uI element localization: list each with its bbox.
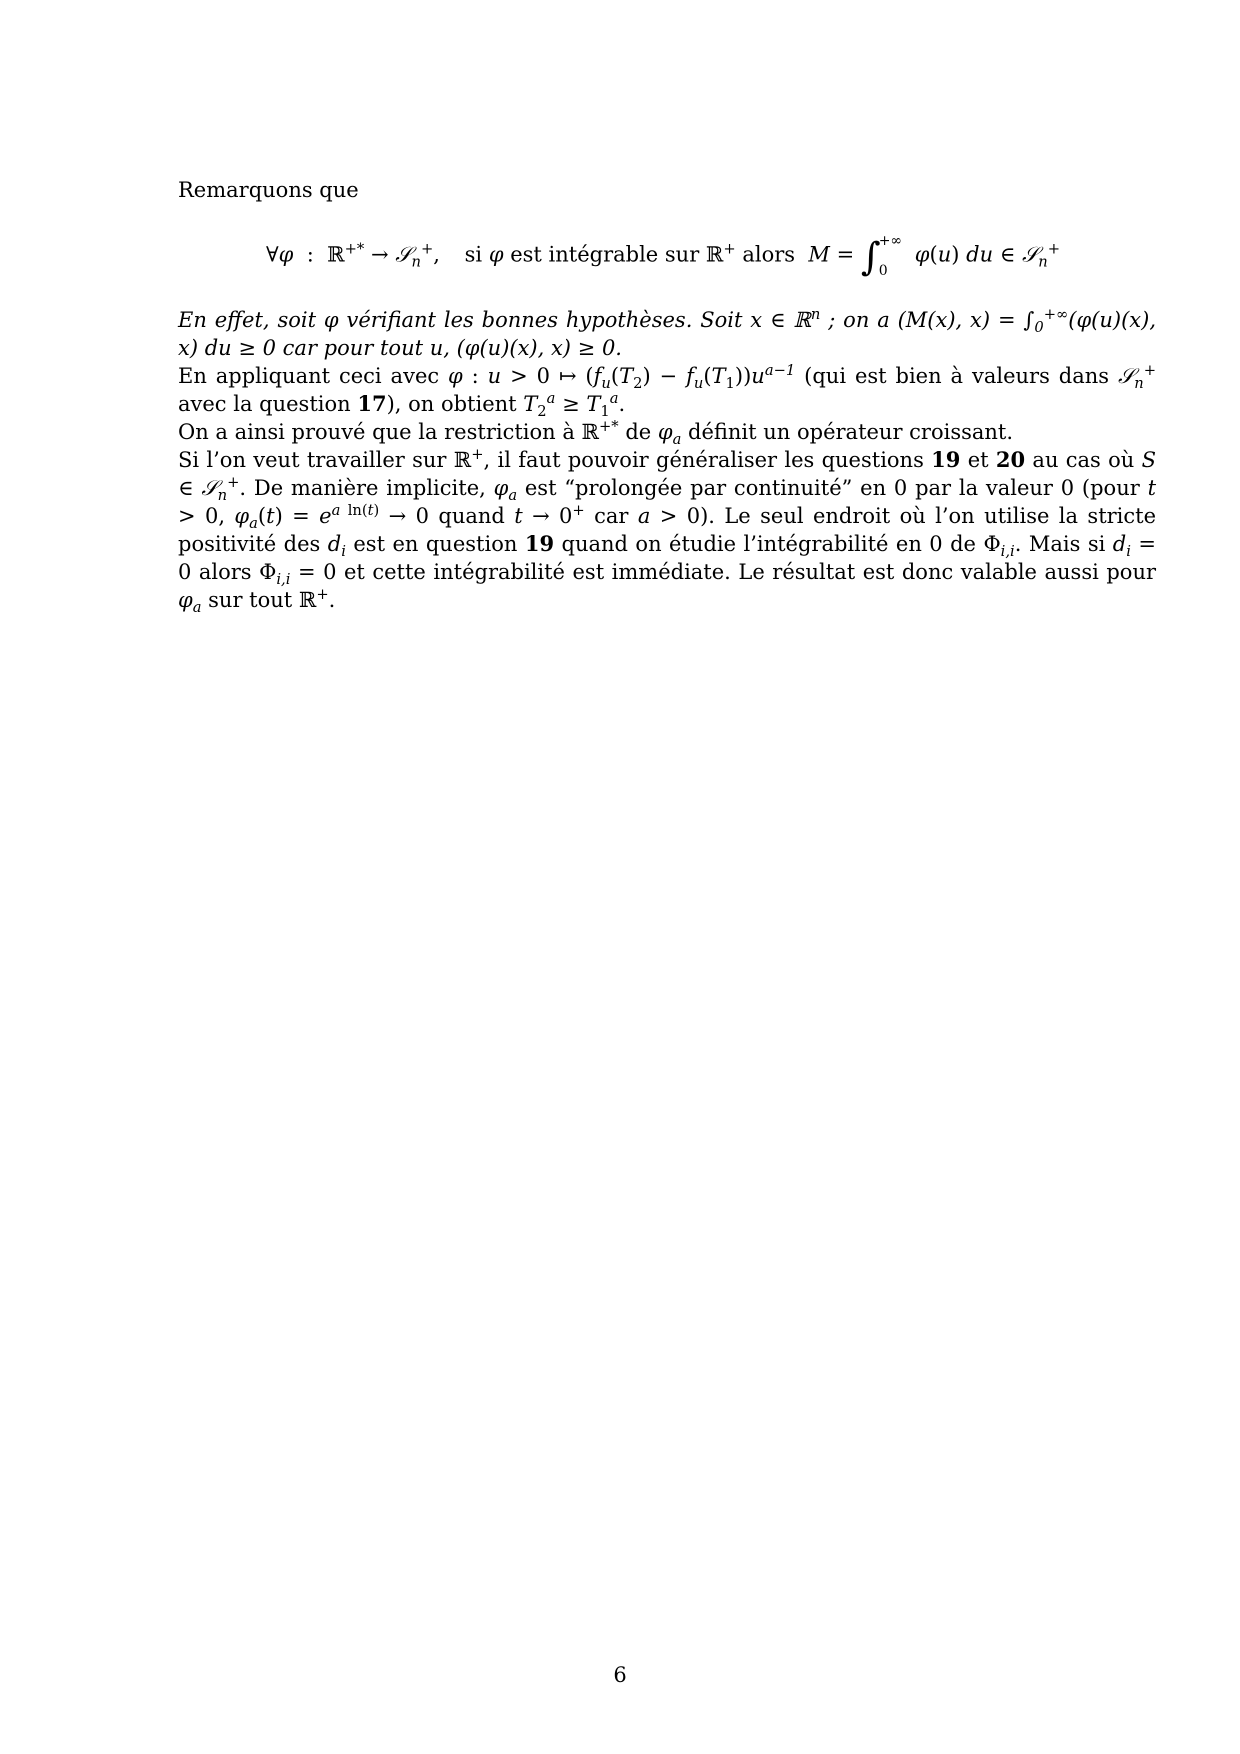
apply-paragraph: En appliquant ceci avec φ : u > 0 ↦ $(f_u(T_2) - f_u(T_1))u^{a-1}$ (qui est bien à valeurs dans 𝒮$_n$+ avec la question 17), on obtient $T_2^a \ge T_1^a$. <box>178 362 1156 421</box>
conclusion-paragraph: On a ainsi prouvé que la restriction à ℝ+* de $\varphi_a$ définit un opérateur croissant. <box>178 418 1014 449</box>
proof-paragraph: En effet, soit φ vérifiant les bonnes hypothèses. Soit x ∈ ℝ$^n$ ; on a (M(x), $x) = \int_0^{+\infty}(\varphi(u)(x)$, x) du ≥ 0 car pour tout u, (φ(u)(x), x) ≥ 0. <box>178 306 1156 360</box>
page-number: 6 <box>613 1663 627 1687</box>
display-equation: ∀φ : ℝ+* → 𝒮$_n$+, si φ est intégrable sur ℝ+ alors M = ∫ +∞ 0 φ(u) du ∈ 𝒮$_n$+ <box>266 233 1061 279</box>
extension-paragraph: Si l’on veut travailler sur ℝ+, il faut pouvoir généraliser les questions 19 et 20 au cas où S ∈ 𝒮$_n$+. De manière implicite, $\varphi_a$ est “prolongée par continuité” en 0 par la valeur 0 (pour t > 0, $\varphi_a(t) = e^{a ln(t)} \to 0$ quand t → 0+ car a > 0). Le seul endroit où l’on utilise la stricte positivité des $d_i$ est en question 19 quand on étudie l’intégrabilité en 0 de $\Phi_{i,i}$. Mais si $d_i = 0$ alors $\Phi_{i,i} = 0$ et cette intégrabilité est immédiate. Le résultat est donc valable aussi pour $\varphi_a$ sur tout ℝ+. <box>178 446 1157 617</box>
page-content <box>178 176 1157 617</box>
intro-text: Remarquons que <box>178 178 359 202</box>
